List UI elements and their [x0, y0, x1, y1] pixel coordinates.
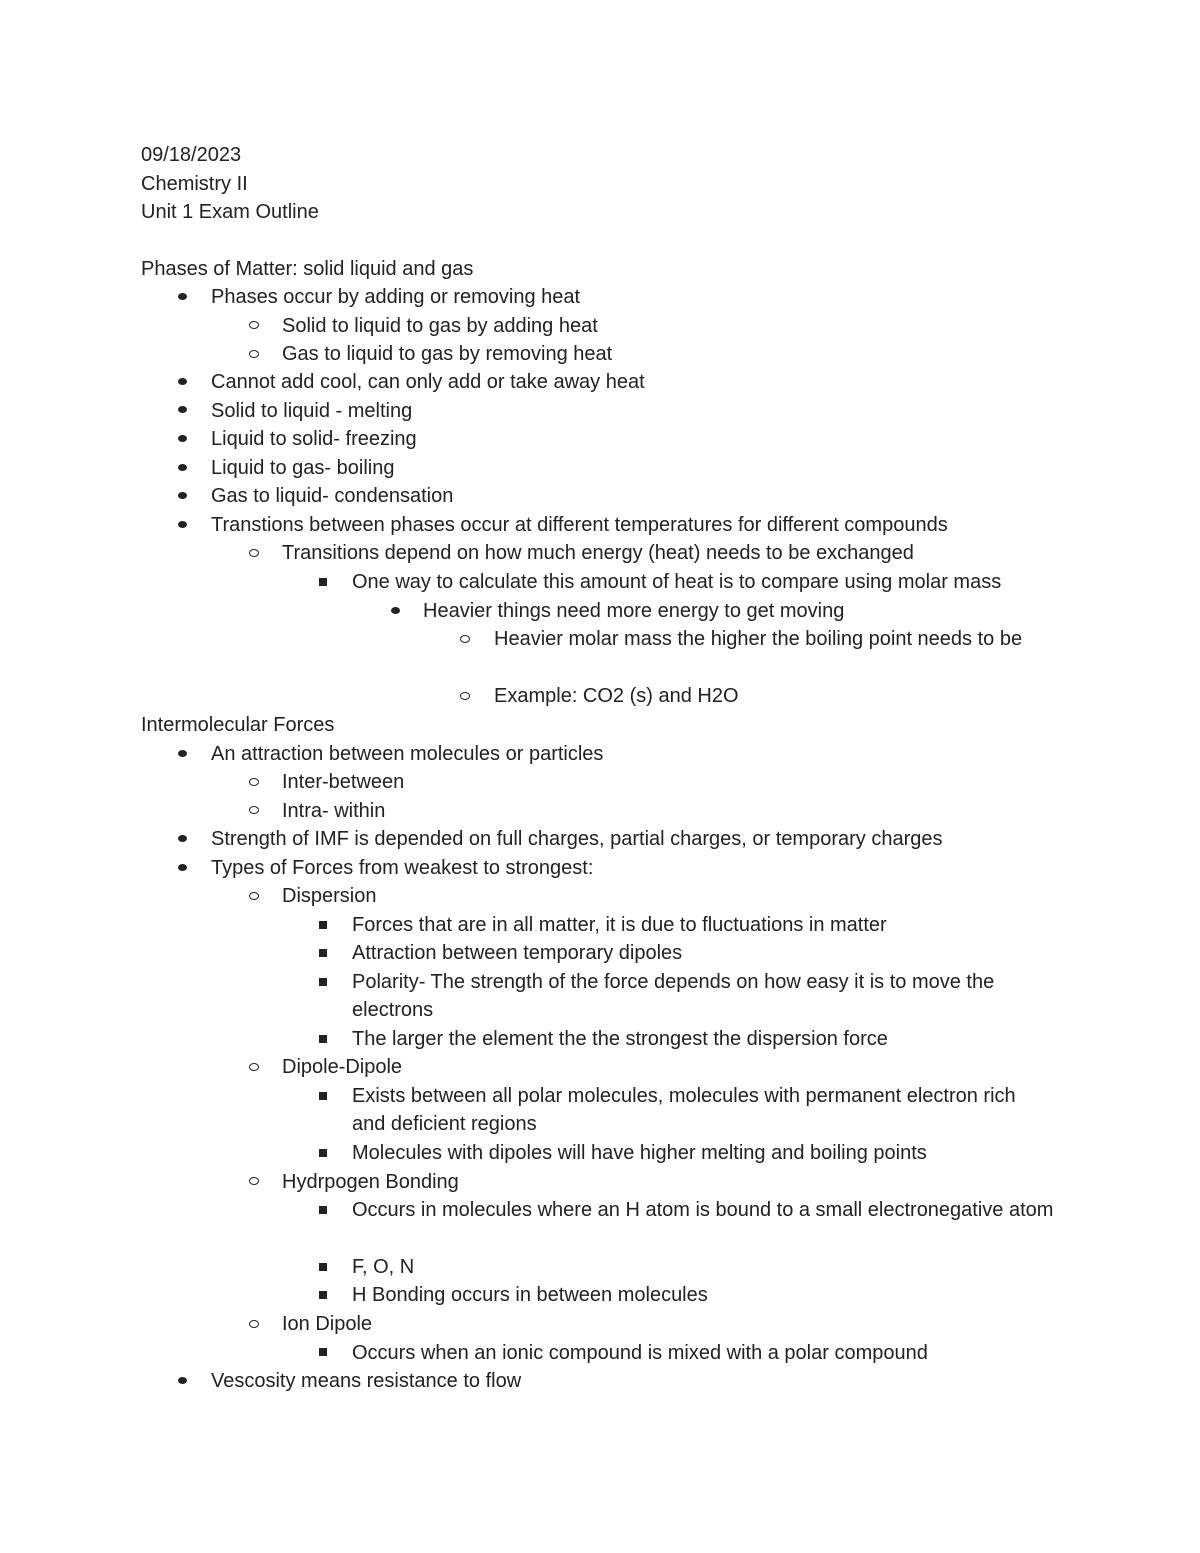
list-item: The larger the element the the strongest the dispersion force — [352, 1028, 888, 1050]
list-item: Gas to liquid- condensation — [211, 485, 454, 507]
bullet-circle-icon — [249, 1063, 259, 1071]
list-item: Example: CO2 (s) and H2O — [494, 685, 739, 707]
bullet-square-icon — [319, 921, 327, 929]
bullet-disc-icon — [178, 750, 187, 757]
list-item: Occurs in molecules where an H atom is bound to a small electronegative atom — [352, 1199, 1054, 1221]
list-item: Hydrpogen Bonding — [282, 1171, 459, 1193]
bullet-square-icon — [319, 1206, 327, 1214]
list-item: An attraction between molecules or particles — [211, 743, 604, 765]
list-item: Solid to liquid to gas by adding heat — [282, 315, 598, 337]
list-item: Transtions between phases occur at different temperatures for different compounds — [211, 514, 948, 536]
bullet-circle-icon — [249, 778, 259, 786]
list-item: Vescosity means resistance to flow — [211, 1370, 522, 1392]
list-item: Attraction between temporary dipoles — [352, 942, 683, 964]
list-item: Dipole-Dipole — [282, 1056, 403, 1078]
bullet-disc-icon — [178, 835, 187, 842]
bullet-disc-icon — [178, 1377, 187, 1384]
bullet-disc-icon — [178, 406, 187, 413]
section-heading-imf: Intermolecular Forces — [141, 714, 335, 736]
bullet-square-icon — [319, 1149, 327, 1157]
list-item: Forces that are in all matter, it is due to fluctuations in matter — [352, 914, 887, 936]
bullet-disc-icon — [178, 521, 187, 528]
bullet-square-icon — [319, 978, 327, 986]
list-item: Strength of IMF is depended on full charges, partial charges, or temporary charges — [211, 828, 943, 850]
bullet-circle-icon — [249, 350, 259, 358]
bullet-circle-icon — [249, 1320, 259, 1328]
bullet-square-icon — [319, 1348, 327, 1356]
bullet-square-icon — [319, 1263, 327, 1271]
list-item: Cannot add cool, can only add or take away heat — [211, 371, 645, 393]
list-item: Transitions depend on how much energy (heat) needs to be exchanged — [282, 542, 914, 564]
bullet-circle-icon — [460, 635, 470, 643]
list-item: Inter-between — [282, 771, 405, 793]
bullet-circle-icon — [249, 806, 259, 814]
bullet-circle-icon — [249, 1177, 259, 1185]
bullet-disc-icon — [178, 435, 187, 442]
list-item: Molecules with dipoles will have higher melting and boiling points — [352, 1142, 927, 1164]
list-item: One way to calculate this amount of heat is to compare using molar mass — [352, 571, 1002, 593]
list-item: Polarity- The strength of the force depends on how easy it is to move the electrons — [352, 971, 995, 1021]
list-item: Types of Forces from weakest to strongest: — [211, 857, 594, 879]
title-line: Unit 1 Exam Outline — [141, 201, 319, 223]
list-item: Solid to liquid - melting — [211, 400, 413, 422]
list-item: Ion Dipole — [282, 1313, 373, 1335]
section-heading-phases: Phases of Matter: solid liquid and gas — [141, 258, 474, 280]
bullet-square-icon — [319, 1092, 327, 1100]
bullet-circle-icon — [249, 892, 259, 900]
date-line: 09/18/2023 — [141, 144, 242, 166]
bullet-disc-icon — [178, 864, 187, 871]
list-item: Liquid to solid- freezing — [211, 428, 417, 450]
list-item: Occurs when an ionic compound is mixed with a polar compound — [352, 1342, 928, 1364]
list-item: Heavier molar mass the higher the boiling point needs to be — [494, 628, 1023, 650]
list-item: H Bonding occurs in between molecules — [352, 1284, 708, 1306]
list-item: Gas to liquid to gas by removing heat — [282, 343, 613, 365]
list-item: Dispersion — [282, 885, 377, 907]
bullet-circle-icon — [249, 321, 259, 329]
bullet-square-icon — [319, 1291, 327, 1299]
course-line: Chemistry II — [141, 173, 248, 195]
list-item: Phases occur by adding or removing heat — [211, 286, 581, 308]
list-item: Liquid to gas- boiling — [211, 457, 395, 479]
bullet-circle-icon — [460, 692, 470, 700]
bullet-disc-icon — [178, 492, 187, 499]
bullet-square-icon — [319, 949, 327, 957]
bullet-square-icon — [319, 578, 327, 586]
bullet-disc-icon — [178, 378, 187, 385]
bullet-disc-icon — [178, 293, 187, 300]
list-item: Intra- within — [282, 800, 386, 822]
list-item: Exists between all polar molecules, molecules with permanent electron rich and deficient regions — [352, 1085, 1016, 1135]
bullet-disc-icon — [391, 607, 400, 614]
bullet-circle-icon — [249, 549, 259, 557]
bullet-square-icon — [319, 1035, 327, 1043]
bullet-disc-icon — [178, 464, 187, 471]
list-item: F, O, N — [352, 1256, 415, 1278]
list-item: Heavier things need more energy to get moving — [423, 600, 845, 622]
